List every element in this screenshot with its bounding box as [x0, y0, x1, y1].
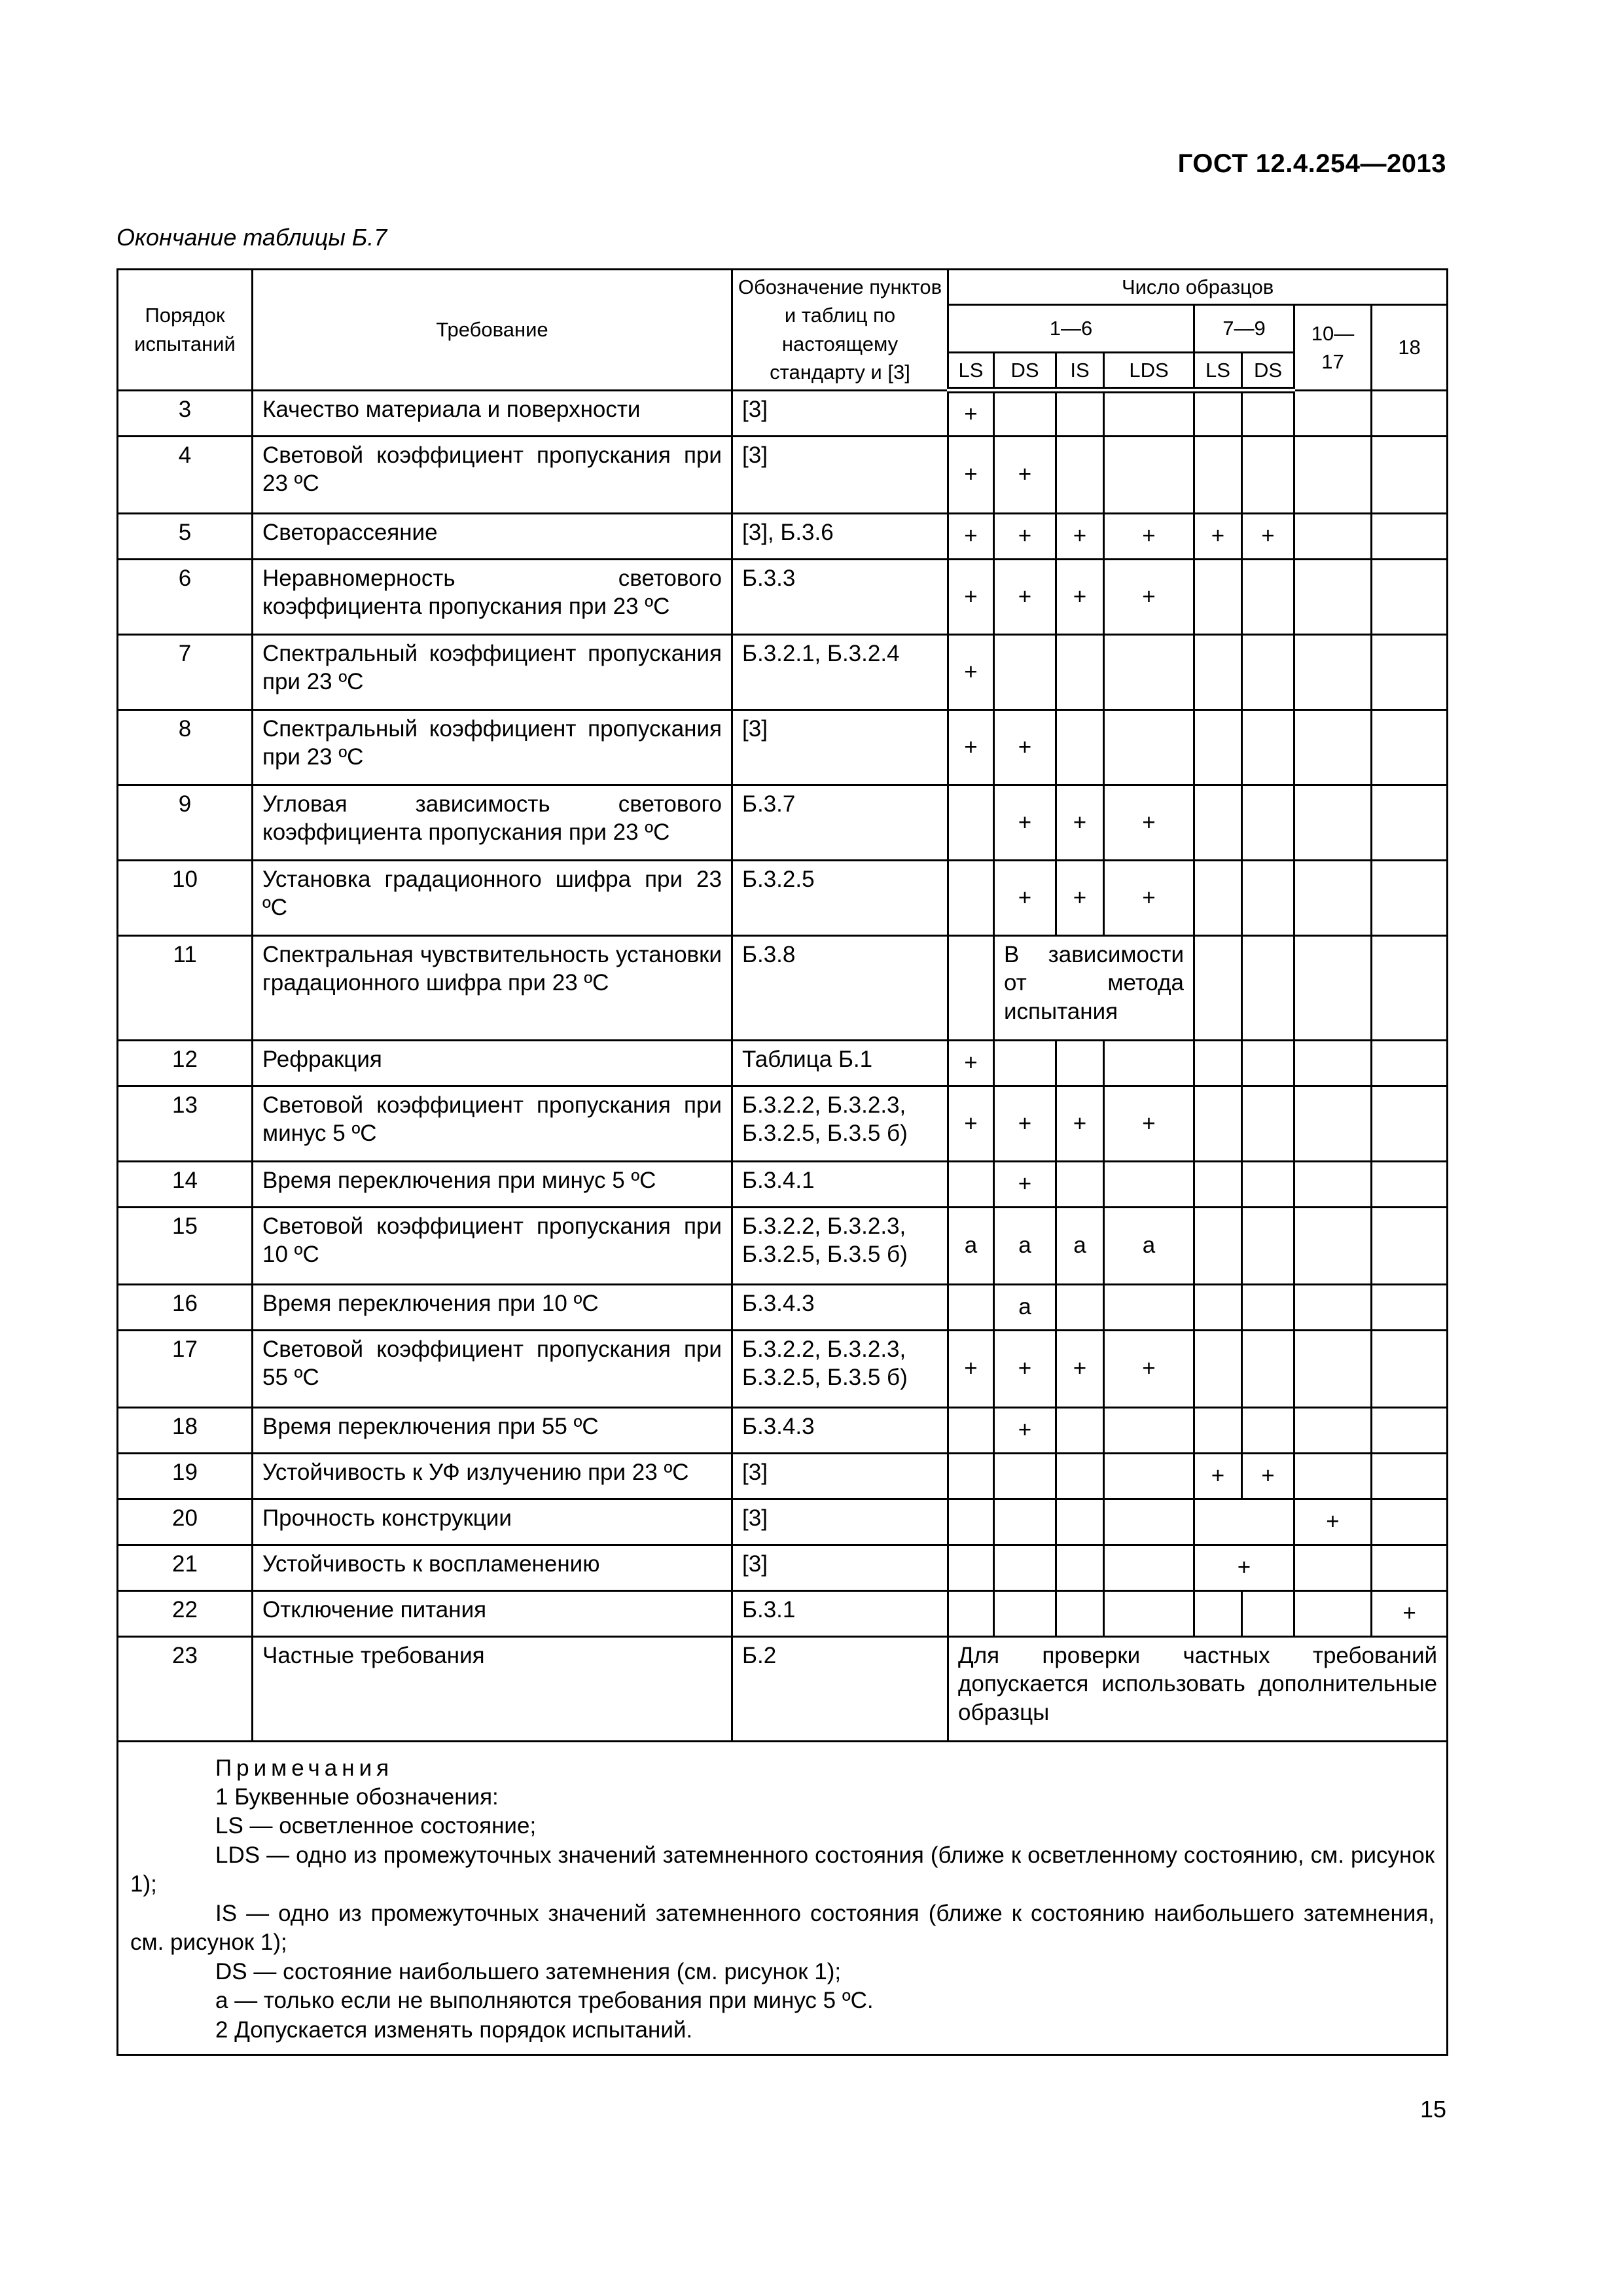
cell-sample-mark	[1372, 1086, 1448, 1161]
cell-sample-mark	[1104, 1040, 1194, 1086]
cell-order: 4	[118, 436, 253, 513]
header-ds-2: DS	[1242, 352, 1294, 390]
cell-span-note: В зависимости от метода испытания	[994, 935, 1194, 1040]
cell-sample-mark	[1372, 785, 1448, 860]
header-ls: LS	[948, 352, 994, 390]
cell-sample-mark	[1294, 1590, 1372, 1636]
header-lds: LDS	[1104, 352, 1194, 390]
cell-order: 8	[118, 709, 253, 785]
header-is: IS	[1056, 352, 1104, 390]
cell-sample-mark	[1372, 634, 1448, 709]
note-line: 2 Допускается изменять порядок испытаний.	[215, 2017, 693, 2043]
cell-sample-mark	[1372, 436, 1448, 513]
cell-sample-mark: +	[948, 390, 994, 436]
cell-sample-mark	[1194, 1499, 1294, 1545]
cell-requirement: Световой коэффициент пропускания при 23 ºC	[253, 436, 732, 513]
cell-order: 17	[118, 1330, 253, 1407]
cell-sample-mark	[1104, 1453, 1194, 1499]
cell-order: 5	[118, 513, 253, 559]
header-designation: Обозначение пунктов и таблиц по настоящему стандарту и [3]	[732, 270, 948, 391]
cell-requirement: Отключение питания	[253, 1590, 732, 1636]
cell-sample-mark: +	[948, 709, 994, 785]
cell-sample-mark	[1056, 1499, 1104, 1545]
cell-sample-mark	[1056, 1590, 1104, 1636]
cell-sample-mark: +	[1056, 785, 1104, 860]
cell-sample-mark	[1372, 1161, 1448, 1207]
cell-sample-mark	[1056, 390, 1104, 436]
cell-designation: Б.3.2.1, Б.3.2.4	[732, 634, 948, 709]
cell-sample-mark	[1372, 1499, 1448, 1545]
table-row	[118, 1453, 1448, 1499]
cell-sample-mark: +	[994, 1330, 1056, 1407]
cell-sample-mark: +	[948, 1330, 994, 1407]
cell-designation: Таблица Б.1	[732, 1040, 948, 1086]
cell-sample-mark: +	[1056, 1086, 1104, 1161]
cell-requirement: Световой коэффициент пропускания при 10 ºC	[253, 1207, 732, 1284]
cell-sample-mark	[1242, 390, 1294, 436]
cell-designation: Б.3.2.5	[732, 860, 948, 935]
cell-sample-mark	[1194, 785, 1242, 860]
cell-sample-mark	[1104, 436, 1194, 513]
cell-sample-mark: +	[1104, 1086, 1194, 1161]
note-line: a — только если не выполняются требования при минус 5 ºC.	[215, 1988, 874, 2014]
cell-sample-mark	[948, 1545, 994, 1590]
cell-sample-mark	[1372, 1040, 1448, 1086]
cell-sample-mark	[948, 1590, 994, 1636]
cell-requirement: Прочность конструкции	[253, 1499, 732, 1545]
cell-sample-mark: +	[1242, 513, 1294, 559]
cell-designation: Б.3.4.3	[732, 1284, 948, 1330]
cell-requirement: Время переключения при 10 ºC	[253, 1284, 732, 1330]
cell-sample-mark	[994, 1453, 1056, 1499]
cell-sample-mark: +	[1056, 860, 1104, 935]
cell-sample-mark	[1294, 1086, 1372, 1161]
cell-sample-mark: a	[948, 1207, 994, 1284]
header-group-10-17: 10— 17	[1294, 305, 1372, 390]
cell-requirement: Частные требования	[253, 1636, 732, 1741]
document-code: ГОСТ 12.4.254—2013	[1177, 149, 1446, 178]
cell-requirement: Спектральная чувствительность установки градационного шифра при 23 ºC	[253, 935, 732, 1040]
cell-sample-mark	[1242, 860, 1294, 935]
cell-sample-mark: +	[948, 559, 994, 634]
table-row	[118, 1636, 1448, 1741]
cell-sample-mark	[1294, 1545, 1372, 1590]
cell-sample-mark	[1294, 935, 1372, 1040]
cell-sample-mark	[1242, 1590, 1294, 1636]
cell-sample-mark	[1194, 1407, 1242, 1453]
cell-sample-mark	[1194, 709, 1242, 785]
cell-sample-mark	[1194, 1086, 1242, 1161]
cell-sample-mark	[1194, 559, 1242, 634]
cell-sample-mark	[1104, 1161, 1194, 1207]
notes-heading: Примечания	[215, 1755, 394, 1781]
table-row	[118, 634, 1448, 709]
cell-sample-mark	[1242, 559, 1294, 634]
table-row	[118, 1407, 1448, 1453]
cell-sample-mark	[1294, 1207, 1372, 1284]
cell-sample-mark: +	[1294, 1499, 1372, 1545]
cell-requirement: Спектральный коэффициент пропускания при 23 ºC	[253, 709, 732, 785]
cell-sample-mark	[948, 935, 994, 1040]
cell-requirement: Установка градационного шифра при 23 ºC	[253, 860, 732, 935]
cell-sample-mark	[1242, 709, 1294, 785]
cell-sample-mark: +	[1104, 860, 1194, 935]
cell-sample-mark	[1294, 559, 1372, 634]
cell-sample-mark	[1104, 1545, 1194, 1590]
cell-requirement: Время переключения при минус 5 ºC	[253, 1161, 732, 1207]
cell-sample-mark	[1104, 1590, 1194, 1636]
cell-order: 9	[118, 785, 253, 860]
test-order-table	[116, 268, 1448, 2056]
page-number: 15	[1419, 2096, 1446, 2123]
cell-designation: Б.3.2.2, Б.3.2.3, Б.3.2.5, Б.3.5 б)	[732, 1330, 948, 1407]
cell-sample-mark	[1104, 1499, 1194, 1545]
cell-sample-mark: +	[1104, 1330, 1194, 1407]
cell-sample-mark	[994, 1040, 1056, 1086]
cell-sample-mark	[948, 860, 994, 935]
cell-sample-mark	[948, 1407, 994, 1453]
cell-sample-mark	[1242, 1407, 1294, 1453]
cell-sample-mark: a	[994, 1207, 1056, 1284]
cell-requirement: Устойчивость к воспламенению	[253, 1545, 732, 1590]
cell-sample-mark	[994, 1499, 1056, 1545]
header-group-7-9: 7—9	[1194, 305, 1294, 352]
cell-sample-mark	[1242, 1040, 1294, 1086]
cell-requirement: Световой коэффициент пропускания при 55 ºC	[253, 1330, 732, 1407]
table-row	[118, 1284, 1448, 1330]
cell-sample-mark	[1056, 1407, 1104, 1453]
cell-sample-mark	[948, 1284, 994, 1330]
cell-sample-mark	[1372, 1330, 1448, 1407]
cell-designation: [3], Б.3.6	[732, 513, 948, 559]
table-row	[118, 1499, 1448, 1545]
table-row	[118, 1545, 1448, 1590]
cell-sample-mark	[1294, 1040, 1372, 1086]
note-line: 1 Буквенные обозначения:	[215, 1784, 499, 1810]
cell-sample-mark	[1372, 709, 1448, 785]
cell-sample-mark: +	[994, 1161, 1056, 1207]
cell-sample-mark	[1242, 1284, 1294, 1330]
cell-sample-mark: +	[994, 709, 1056, 785]
cell-designation: [3]	[732, 436, 948, 513]
header-order: Порядок испытаний	[118, 270, 253, 391]
cell-sample-mark	[1194, 1161, 1242, 1207]
cell-requirement: Неравномерность светового коэффициента пропускания при 23 ºC	[253, 559, 732, 634]
header-group-1-6: 1—6	[948, 305, 1194, 352]
cell-sample-mark: +	[1056, 559, 1104, 634]
cell-order: 23	[118, 1636, 253, 1741]
cell-sample-mark: +	[1104, 785, 1194, 860]
cell-sample-mark	[1294, 390, 1372, 436]
cell-sample-mark: +	[1056, 1330, 1104, 1407]
cell-sample-mark	[1294, 1330, 1372, 1407]
cell-sample-mark: +	[994, 436, 1056, 513]
note-line: LDS — одно из промежуточных значений затемненного состояния (ближе к осветленному состоянию, см. рисунок 1);	[130, 1842, 1435, 1897]
cell-sample-mark	[1194, 390, 1242, 436]
cell-sample-mark: +	[948, 1040, 994, 1086]
cell-sample-mark	[1372, 513, 1448, 559]
cell-sample-mark	[948, 1453, 994, 1499]
cell-sample-mark	[1056, 1040, 1104, 1086]
cell-sample-mark: +	[948, 513, 994, 559]
cell-requirement: Светорассеяние	[253, 513, 732, 559]
cell-sample-mark: +	[994, 1407, 1056, 1453]
cell-designation: Б.2	[732, 1636, 948, 1741]
cell-sample-mark	[1372, 559, 1448, 634]
cell-designation: [3]	[732, 1499, 948, 1545]
cell-sample-mark: +	[1194, 1545, 1294, 1590]
cell-sample-mark: +	[1194, 513, 1242, 559]
cell-sample-mark	[1104, 390, 1194, 436]
table-row	[118, 709, 1448, 785]
cell-sample-mark	[1372, 1407, 1448, 1453]
cell-sample-mark	[1194, 1590, 1242, 1636]
cell-sample-mark	[1372, 935, 1448, 1040]
cell-sample-mark: a	[1056, 1207, 1104, 1284]
cell-sample-mark	[1242, 935, 1294, 1040]
cell-sample-mark	[1294, 709, 1372, 785]
cell-designation: Б.3.4.1	[732, 1161, 948, 1207]
cell-sample-mark: +	[948, 634, 994, 709]
cell-sample-mark	[948, 1161, 994, 1207]
cell-sample-mark	[1104, 1284, 1194, 1330]
cell-sample-mark	[1056, 709, 1104, 785]
table-notes	[118, 1741, 1448, 2054]
cell-sample-mark	[1372, 1207, 1448, 1284]
table-row	[118, 436, 1448, 513]
cell-sample-mark	[1194, 1330, 1242, 1407]
cell-sample-mark: +	[948, 436, 994, 513]
cell-sample-mark	[1194, 935, 1242, 1040]
cell-order: 13	[118, 1086, 253, 1161]
note-line: IS — одно из промежуточных значений затемненного состояния (ближе к состоянию наибольшего затемнения, см. рисунок 1);	[130, 1900, 1435, 1956]
cell-sample-mark	[1294, 785, 1372, 860]
cell-sample-mark	[1242, 1086, 1294, 1161]
cell-sample-mark	[1242, 634, 1294, 709]
table-row	[118, 1161, 1448, 1207]
cell-sample-mark: +	[1372, 1590, 1448, 1636]
table-body	[118, 390, 1448, 1741]
cell-sample-mark	[1056, 1545, 1104, 1590]
cell-order: 12	[118, 1040, 253, 1086]
cell-sample-mark	[1294, 634, 1372, 709]
table-row	[118, 1590, 1448, 1636]
cell-sample-mark	[1242, 1161, 1294, 1207]
table-row	[118, 390, 1448, 436]
cell-designation: Б.3.8	[732, 935, 948, 1040]
cell-sample-mark	[1104, 1407, 1194, 1453]
cell-sample-mark	[1194, 1207, 1242, 1284]
cell-sample-mark: +	[994, 860, 1056, 935]
cell-designation: Б.3.4.3	[732, 1407, 948, 1453]
cell-sample-mark	[1242, 1207, 1294, 1284]
cell-sample-mark	[1294, 860, 1372, 935]
cell-sample-mark	[994, 1590, 1056, 1636]
cell-order: 22	[118, 1590, 253, 1636]
cell-order: 3	[118, 390, 253, 436]
cell-requirement: Устойчивость к УФ излучению при 23 ºC	[253, 1453, 732, 1499]
cell-sample-mark	[1104, 634, 1194, 709]
cell-sample-mark	[1294, 513, 1372, 559]
cell-sample-mark	[1056, 634, 1104, 709]
cell-sample-mark	[994, 634, 1056, 709]
cell-designation: Б.3.3	[732, 559, 948, 634]
cell-sample-mark	[1294, 1284, 1372, 1330]
cell-order: 14	[118, 1161, 253, 1207]
header-ds: DS	[994, 352, 1056, 390]
cell-sample-mark	[1194, 1040, 1242, 1086]
cell-sample-mark	[1194, 634, 1242, 709]
cell-order: 16	[118, 1284, 253, 1330]
cell-sample-mark: +	[1194, 1453, 1242, 1499]
cell-sample-mark: +	[1056, 513, 1104, 559]
cell-designation: [3]	[732, 390, 948, 436]
note-line: DS — состояние наибольшего затемнения (см. рисунок 1);	[215, 1958, 842, 1984]
cell-sample-mark	[1294, 1161, 1372, 1207]
cell-sample-mark	[1194, 436, 1242, 513]
cell-designation: Б.3.2.2, Б.3.2.3, Б.3.2.5, Б.3.5 б)	[732, 1207, 948, 1284]
cell-sample-mark	[1294, 436, 1372, 513]
cell-sample-mark	[1242, 436, 1294, 513]
cell-sample-mark: a	[994, 1284, 1056, 1330]
cell-sample-mark	[1242, 1330, 1294, 1407]
cell-designation: [3]	[732, 1453, 948, 1499]
note-line: LS — осветленное состояние;	[215, 1813, 537, 1839]
cell-sample-mark	[994, 1545, 1056, 1590]
table-row	[118, 513, 1448, 559]
cell-sample-mark	[1056, 1161, 1104, 1207]
table-row	[118, 860, 1448, 935]
cell-order: 20	[118, 1499, 253, 1545]
cell-designation: Б.3.2.2, Б.3.2.3, Б.3.2.5, Б.3.5 б)	[732, 1086, 948, 1161]
cell-sample-mark	[1294, 1407, 1372, 1453]
table-row	[118, 1207, 1448, 1284]
cell-sample-mark: +	[994, 559, 1056, 634]
cell-sample-mark	[994, 390, 1056, 436]
cell-sample-mark	[1104, 709, 1194, 785]
cell-sample-mark	[1294, 1453, 1372, 1499]
cell-order: 19	[118, 1453, 253, 1499]
table-caption: Окончание таблицы Б.7	[116, 224, 387, 251]
cell-requirement: Световой коэффициент пропускания при минус 5 ºC	[253, 1086, 732, 1161]
cell-sample-mark	[1372, 1545, 1448, 1590]
header-group-18: 18	[1372, 305, 1448, 390]
table-row	[118, 935, 1448, 1040]
cell-designation: Б.3.7	[732, 785, 948, 860]
header-ls-2: LS	[1194, 352, 1242, 390]
cell-order: 11	[118, 935, 253, 1040]
cell-sample-mark	[1242, 785, 1294, 860]
cell-sample-mark	[1056, 1284, 1104, 1330]
cell-requirement: Спектральный коэффициент пропускания при 23 ºC	[253, 634, 732, 709]
cell-sample-mark: +	[1104, 559, 1194, 634]
header-requirement: Требование	[253, 270, 732, 391]
cell-designation: [3]	[732, 709, 948, 785]
cell-sample-mark	[1372, 1453, 1448, 1499]
cell-sample-mark: +	[1104, 513, 1194, 559]
table-row	[118, 1330, 1448, 1407]
cell-sample-mark: +	[948, 1086, 994, 1161]
cell-order: 15	[118, 1207, 253, 1284]
cell-designation: Б.3.1	[732, 1590, 948, 1636]
cell-sample-mark: a	[1104, 1207, 1194, 1284]
cell-order: 21	[118, 1545, 253, 1590]
cell-requirement: Угловая зависимость светового коэффициента пропускания при 23 ºC	[253, 785, 732, 860]
cell-sample-mark: +	[994, 1086, 1056, 1161]
table-row	[118, 785, 1448, 860]
cell-sample-mark	[1056, 1453, 1104, 1499]
cell-sample-mark: +	[994, 785, 1056, 860]
cell-requirement: Качество материала и поверхности	[253, 390, 732, 436]
cell-order: 6	[118, 559, 253, 634]
table-row	[118, 1086, 1448, 1161]
cell-sample-mark	[1194, 860, 1242, 935]
cell-sample-mark	[1056, 436, 1104, 513]
table-row	[118, 559, 1448, 634]
cell-sample-mark	[1372, 860, 1448, 935]
header-samples: Число образцов	[948, 270, 1448, 305]
cell-sample-mark	[948, 785, 994, 860]
cell-span-note: Для проверки частных требований допускается использовать дополнительные образцы	[948, 1636, 1448, 1741]
cell-sample-mark: +	[1242, 1453, 1294, 1499]
table-row	[118, 1040, 1448, 1086]
cell-sample-mark	[1194, 1284, 1242, 1330]
cell-designation: [3]	[732, 1545, 948, 1590]
cell-order: 7	[118, 634, 253, 709]
cell-order: 10	[118, 860, 253, 935]
cell-sample-mark: +	[994, 513, 1056, 559]
cell-sample-mark	[1372, 390, 1448, 436]
cell-sample-mark	[1372, 1284, 1448, 1330]
cell-order: 18	[118, 1407, 253, 1453]
cell-sample-mark	[948, 1499, 994, 1545]
cell-requirement: Время переключения при 55 ºC	[253, 1407, 732, 1453]
cell-requirement: Рефракция	[253, 1040, 732, 1086]
